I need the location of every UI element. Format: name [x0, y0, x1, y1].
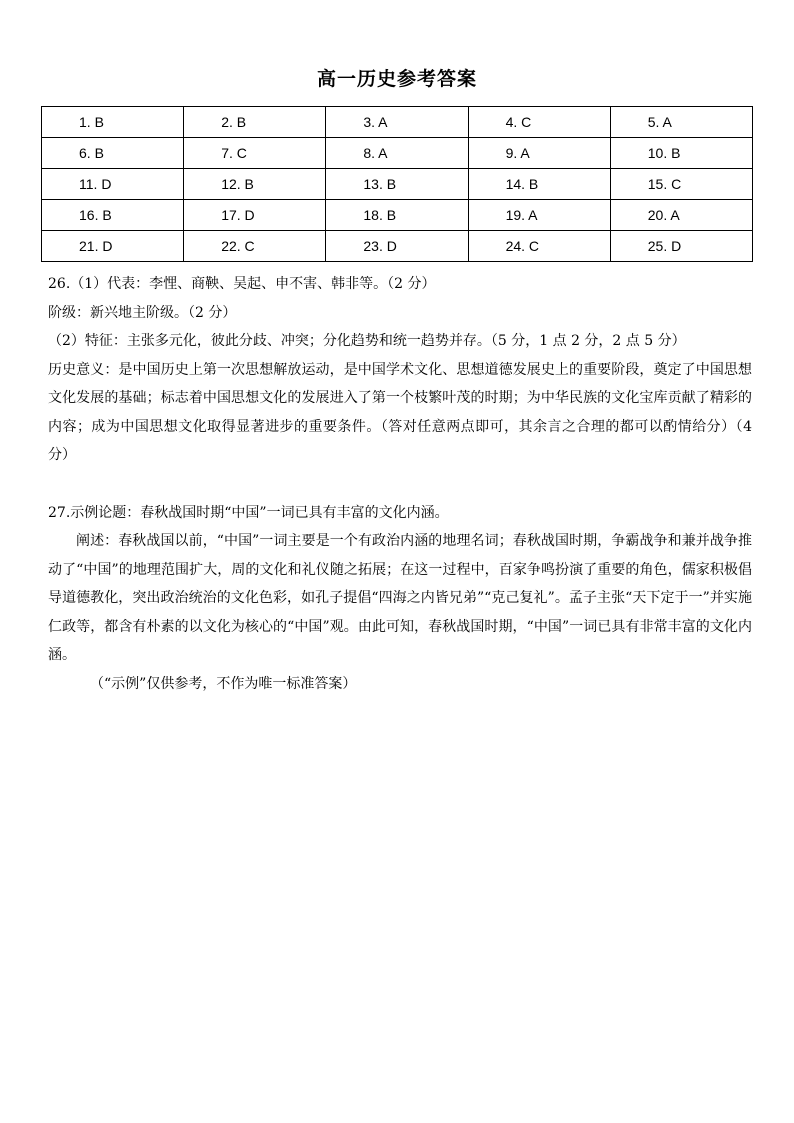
answer-cell: 1. B	[42, 107, 184, 138]
q26-part1-class: 阶级：新兴地主阶级。（2 分）	[48, 304, 237, 321]
q26-part2-features: （2）特征：主张多元化，彼此分歧、冲突；分化趋势和统一趋势并存。（5 分，1 点 2 分，2 点 5 分）	[48, 333, 686, 349]
q26-part1-representatives: 26.（1）代表：李悝、商鞅、吴起、申不害、韩非等。（2 分）	[48, 276, 436, 292]
answer-cell: 25. D	[610, 231, 752, 262]
answer-table	[41, 106, 753, 262]
q26-part2-significance: 历史意义：是中国历史上第一次思想解放运动，是中国学术文化、思想道德发展史上的重要阶段，奠定了中国思想文化发展的基础；标志着中国思想文化的发展进入了第一个枝繁叶茂的时期；为中华民族的文化宝库贡献了精彩的内容；成为中国思想文化取得显著进步的重要条件。（答对任意两点即可，其余言之合理的都可以酌情给分）（4 分）	[48, 361, 752, 463]
section-gap	[48, 470, 752, 499]
answer-cell: 5. A	[610, 107, 752, 138]
answer-content	[48, 270, 752, 698]
answer-cell: 14. B	[468, 169, 610, 200]
answer-cell: 6. B	[42, 138, 184, 169]
answer-cell: 13. B	[326, 169, 468, 200]
answer-cell: 16. B	[42, 200, 184, 231]
answer-cell: 8. A	[326, 138, 468, 169]
answer-row	[42, 231, 753, 262]
q27-note: （“示例”仅供参考，不作为唯一标准答案）	[90, 675, 357, 692]
answer-cell: 9. A	[468, 138, 610, 169]
page-title: 高一历史参考答案	[316, 68, 477, 90]
q27-elaboration: 阐述：春秋战国以前，“中国”一词主要是一个有政治内涵的地理名词；春秋战国时期，争霸战争和兼并战争推动了“中国”的地理范围扩大，周的文化和礼仪随之拓展；在这一过程中，百家争鸣扮演了重要的角色，儒家积极倡导道德教化，突出政治统治的文化色彩，如孔子提倡“四海之内皆兄弟”“克己复礼”。孟子主张“天下定于一”并实施仁政等，都含有朴素的以文化为核心的“中国”观。由此可知，春秋战国时期，“中国”一词已具有非常丰富的文化内涵。	[48, 533, 752, 663]
answer-row	[42, 169, 753, 200]
answer-cell: 7. C	[184, 138, 326, 169]
answer-cell: 10. B	[610, 138, 752, 169]
answer-cell: 20. A	[610, 200, 752, 231]
answer-cell: 21. D	[42, 231, 184, 262]
answer-cell: 22. C	[184, 231, 326, 262]
answer-cell: 2. B	[184, 107, 326, 138]
answer-cell: 23. D	[326, 231, 468, 262]
answer-cell: 17. D	[184, 200, 326, 231]
answer-row	[42, 200, 753, 231]
answer-cell: 15. C	[610, 169, 752, 200]
answer-cell: 12. B	[184, 169, 326, 200]
answer-cell: 4. C	[468, 107, 610, 138]
answer-cell: 19. A	[468, 200, 610, 231]
answer-row	[42, 107, 753, 138]
q27-thesis: 27.示例论题：春秋战国时期“中国”一词已具有丰富的文化内涵。	[48, 504, 449, 521]
answer-cell: 3. A	[326, 107, 468, 138]
answer-cell: 11. D	[42, 169, 184, 200]
answer-row	[42, 138, 753, 169]
answer-cell: 18. B	[326, 200, 468, 231]
answer-cell: 24. C	[468, 231, 610, 262]
